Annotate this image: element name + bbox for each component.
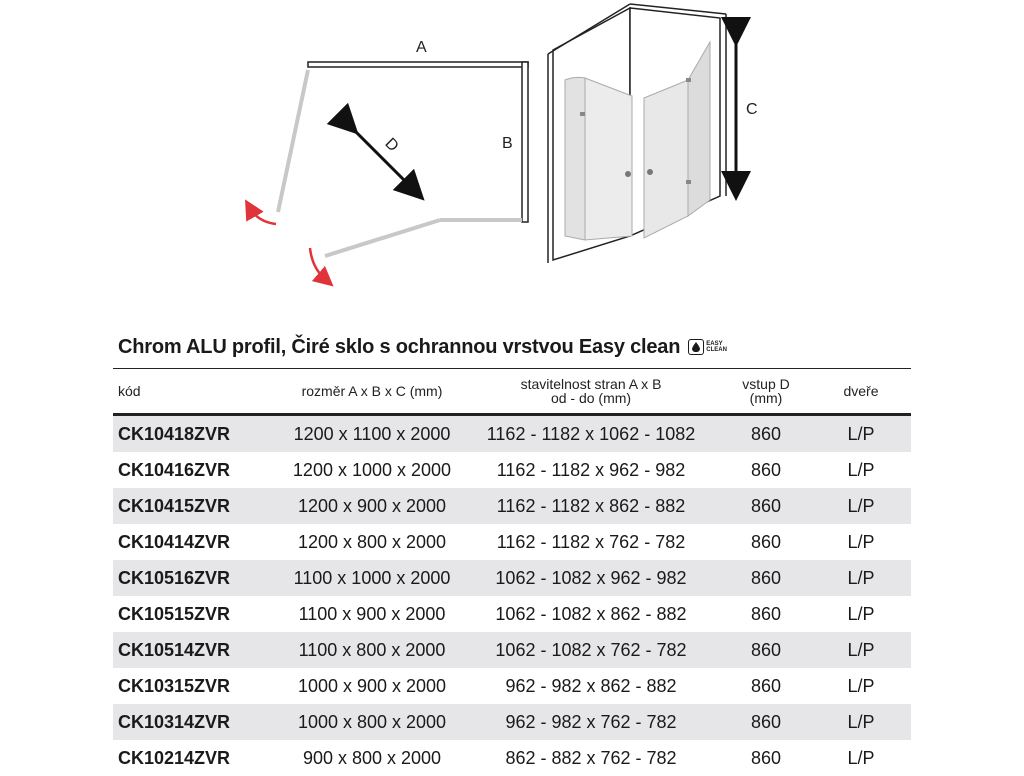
cell-code: CK10415ZVR	[113, 488, 283, 524]
cell-adjust: 862 - 882 x 762 - 782	[505, 747, 677, 768]
cell-door: L/P	[847, 531, 875, 552]
cell-door: L/P	[811, 560, 911, 596]
cell-door: L/P	[811, 415, 911, 453]
door-swing-arrow-left	[250, 208, 276, 224]
cell-adjust: 1162 - 1182 x 1062 - 1082	[461, 415, 721, 453]
product-title-row	[118, 332, 727, 362]
cell-code: CK10418ZVR	[113, 415, 283, 453]
cell-size: 1100 x 800 x 2000	[283, 632, 461, 668]
cell-code: CK10314ZVR	[113, 704, 283, 740]
cell-adjust: 962 - 982 x 762 - 782	[461, 704, 721, 740]
cell-size: 900 x 800 x 2000	[302, 747, 442, 768]
table-row	[113, 524, 911, 560]
water-drop-icon	[692, 342, 700, 352]
cell-code: CK10516ZVR	[113, 560, 283, 596]
header-adjust-line1: stavitelnost stran A x B	[520, 376, 662, 392]
cell-entry: 860	[750, 675, 782, 696]
cell-entry: 860	[721, 704, 811, 740]
cell-door: L/P	[811, 632, 911, 668]
table-row	[113, 668, 911, 704]
cell-entry: 860	[721, 632, 811, 668]
table-row	[113, 704, 911, 740]
cell-size: 1200 x 1100 x 2000	[283, 415, 461, 453]
cell-code: CK10416ZVR	[118, 459, 231, 480]
door-swing-arrow-right	[310, 248, 326, 280]
cell-door: L/P	[811, 704, 911, 740]
header-entry	[721, 369, 811, 415]
cell-code: CK10515ZVR	[118, 603, 231, 624]
cell-adjust: 1162 - 1182 x 762 - 782	[496, 531, 686, 552]
table-row	[113, 596, 911, 632]
header-code: kód	[113, 369, 283, 415]
floor-plan	[250, 39, 528, 280]
table-row	[113, 560, 911, 596]
easy-badge-line2: CLEAN	[706, 347, 727, 353]
shower-3d-view	[548, 4, 758, 263]
cell-code: CK10514ZVR	[113, 632, 283, 668]
label-d: D	[381, 135, 402, 156]
cell-door: L/P	[811, 488, 911, 524]
cell-size: 1000 x 900 x 2000	[297, 675, 447, 696]
cell-adjust: 1062 - 1082 x 762 - 782	[461, 632, 721, 668]
header-entry-line1: vstup D	[742, 376, 790, 392]
cell-adjust: 1162 - 1182 x 962 - 982	[496, 459, 686, 480]
cell-code: CK10214ZVR	[118, 747, 231, 768]
cell-adjust: 962 - 982 x 862 - 882	[505, 675, 677, 696]
cell-entry: 860	[721, 560, 811, 596]
shower-diagram	[0, 0, 1024, 300]
header-entry-line2: (mm)	[749, 390, 783, 406]
table-row	[113, 452, 911, 488]
easy-badge-line1: EASY	[706, 341, 723, 347]
header-door: dveře	[811, 369, 911, 415]
cell-entry: 860	[750, 747, 782, 768]
table-row	[113, 632, 911, 668]
cell-adjust: 1062 - 1082 x 962 - 982	[461, 560, 721, 596]
cell-adjust: 1162 - 1182 x 862 - 882	[461, 488, 721, 524]
table-row	[113, 488, 911, 524]
table-row	[113, 415, 911, 453]
cell-entry: 860	[750, 531, 782, 552]
cell-size: 1200 x 900 x 2000	[283, 488, 461, 524]
cell-size: 1200 x 800 x 2000	[297, 531, 447, 552]
cell-door: L/P	[847, 675, 875, 696]
label-b: B	[502, 135, 513, 152]
d-dimension-arrow	[348, 124, 414, 190]
cell-size: 1100 x 900 x 2000	[298, 603, 446, 624]
header-size: rozměr A x B x C (mm)	[283, 369, 461, 415]
label-a: A	[416, 39, 427, 56]
spec-table	[113, 368, 911, 776]
cell-code: CK10414ZVR	[118, 531, 231, 552]
table-header-row	[113, 369, 911, 415]
cell-adjust: 1062 - 1082 x 862 - 882	[495, 603, 687, 624]
cell-entry: 860	[721, 415, 811, 453]
cell-door: L/P	[847, 603, 875, 624]
cell-entry: 860	[750, 603, 782, 624]
easy-clean-badge	[688, 339, 727, 355]
cell-door: L/P	[847, 459, 875, 480]
table-row	[113, 740, 911, 776]
cell-entry: 860	[750, 459, 782, 480]
cell-size: 1200 x 1000 x 2000	[292, 459, 452, 480]
cell-entry: 860	[721, 488, 811, 524]
cell-code: CK10315ZVR	[118, 675, 231, 696]
header-adjust-line2: od - do (mm)	[550, 390, 632, 406]
cell-size: 1000 x 800 x 2000	[283, 704, 461, 740]
header-adjust	[461, 369, 721, 415]
cell-size: 1100 x 1000 x 2000	[283, 560, 461, 596]
cell-door: L/P	[847, 747, 875, 768]
label-c: C	[746, 101, 758, 118]
product-title: Chrom ALU profil, Čiré sklo s ochrannou vrstvou Easy clean	[118, 335, 681, 358]
